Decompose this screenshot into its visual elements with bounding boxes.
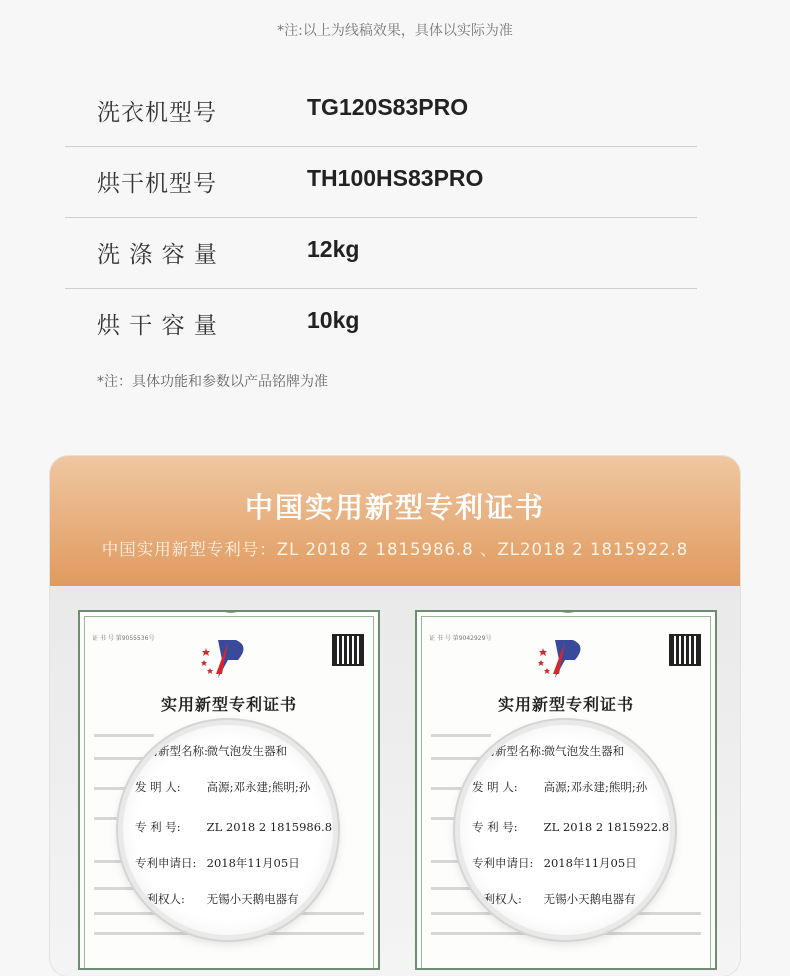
cert-text-line [94, 734, 154, 737]
patent-certificate-1 [78, 610, 380, 970]
spec-value-dry-capacity: 10kg [307, 307, 360, 333]
spec-row [65, 76, 697, 147]
spec-label-washer-model: 洗衣机型号 [97, 100, 217, 126]
spec-label-dryer-model: 烘干机型号 [97, 171, 217, 197]
patent-body [50, 586, 740, 976]
cert-field-date: 专利申请日: 2018年11月05日 [472, 856, 637, 870]
spec-row [65, 289, 697, 359]
spec-table [65, 76, 697, 359]
cert-heading: 实用新型专利证书 [497, 695, 634, 714]
cert-number: 证 书 号 第9042929号 [429, 635, 492, 642]
patent-office-logo-icon [535, 634, 591, 682]
spec-label-wash-capacity: 洗 涤 容 量 [97, 242, 218, 268]
patent-numbers: 中国实用新型专利号：ZL 2018 2 1815986.8 、ZL2018 2 1815922.8 [101, 540, 689, 559]
cert-field-patent-no: 专 利 号: ZL 2018 2 1815922.8 [472, 820, 670, 834]
spec-value-dryer-model: TH100HS83PRO [307, 165, 484, 191]
spec-row [65, 218, 697, 289]
spec-row [65, 147, 697, 218]
patent-header [50, 456, 740, 586]
top-note: *注:以上为线稿效果，具体以实际为准 [277, 23, 513, 39]
patent-title: 中国实用新型专利证书 [244, 491, 545, 524]
cert-field-patent-no: 专 利 号: ZL 2018 2 1815986.8 [135, 820, 333, 834]
bottom-note: *注：具体功能和参数以产品铭牌为准 [97, 374, 328, 390]
patent-card [50, 456, 740, 976]
cert-field-inventor: 发 明 人: 高源;邓永建;熊明;孙 [472, 780, 648, 794]
cert-field-date: 专利申请日: 2018年11月05日 [135, 856, 300, 870]
spec-label-dry-capacity: 烘 干 容 量 [97, 313, 218, 339]
spec-value-washer-model: TG120S83PRO [307, 94, 469, 120]
cert-field-name: 实用新型名称: 微气泡发生器和 [135, 744, 288, 758]
cert-field-holder: 专利权人: 无锡小天鹅电器有 [472, 892, 636, 906]
cert-heading: 实用新型专利证书 [160, 695, 297, 714]
cert-field-name: 实用新型名称: 微气泡发生器和 [472, 744, 625, 758]
cert-number: 证 书 号 第9055536号 [92, 635, 155, 642]
spec-value-wash-capacity: 12kg [307, 236, 360, 262]
cert-field-holder: 专利权人: 无锡小天鹅电器有 [135, 892, 299, 906]
qr-code-icon [669, 634, 701, 666]
patent-office-logo-icon [198, 634, 254, 682]
patent-certificate-2 [415, 610, 717, 970]
magnifier-lens [455, 720, 675, 940]
cert-field-inventor: 发 明 人: 高源;邓永建;熊明;孙 [135, 780, 311, 794]
magnifier-lens [118, 720, 338, 940]
qr-code-icon [332, 634, 364, 666]
cert-text-line [431, 734, 491, 737]
